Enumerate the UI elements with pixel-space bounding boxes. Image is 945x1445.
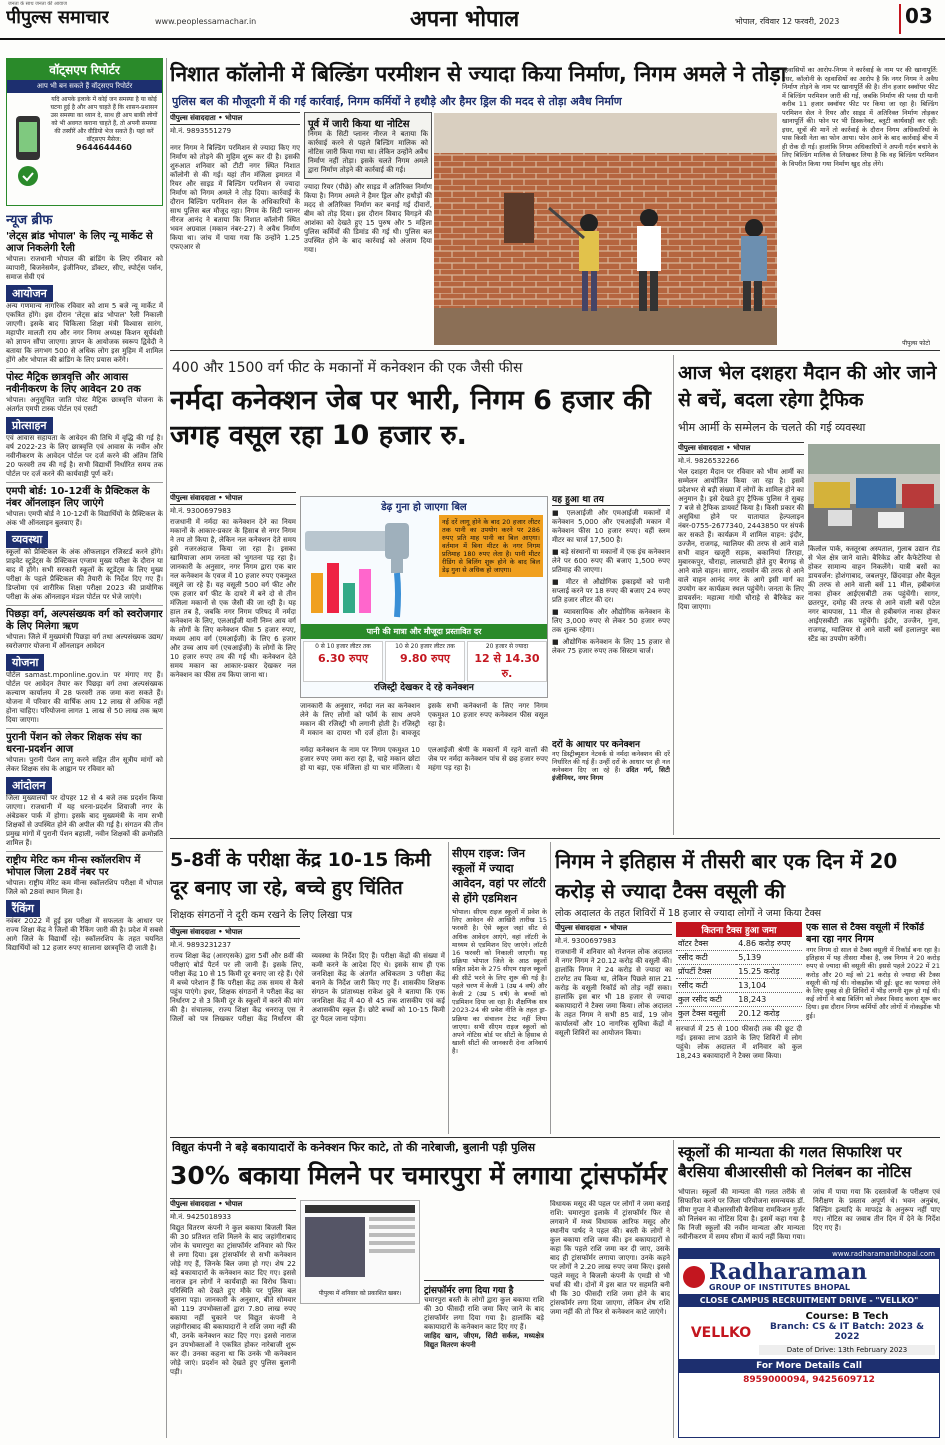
table-row: कुल रसीद कटी 18,243 [676,993,802,1007]
power-body-col3 [424,1200,544,1438]
ad-name: Radharaman [709,1259,868,1285]
top-side-col: पूर्व में जारी किया था नोटिस निगम के सिटी प्लानर नीरज ने बताया कि कार्रवाई करने से पहले बिल्डिंग मालिक को नोटिस जारी किया गया था। लेकिन उन्होंने अवैध निर्माण नहीं तोड़ा। इसके चलते निगम अमले द्वारा निर्माण तोड़ने की कार्रवाई की गई। ज्यादा रियर (पीछे) और साइड में अतिरिक्त निर्माण किया है। निगम अमले ने हैमर ड्रिल और हथौड़ों की मदद से अतिरिक्त निर्माण कर बनाई गई दीवारों, बीम को तोड़ दिया। इस दौरान विवाद विगड़ने की आशंका को देखते हुए 15 पुरुष और 5 महिला पुलिस कर्मियों की डिमांड की गई थी। पुलिस बल उपस्थित होने के बाद कार्रवाई को अंजाम दिया गया। [304,112,432,457]
rate-cell: 0 से 10 हजार लीटर तक 6.30 रुपए [303,641,383,682]
narmada-headline: नर्मदा कनेक्शन जेब पर भारी, निगम 6 हजार की जगह वसूल रहा 10 हजार रु. [170,385,651,451]
byline: पीपुल्स संवाददाता • भोपाल [170,492,296,505]
clipping-caption: पीपुल्स में शनिवार को प्रकाशित खबर। [318,1290,402,1297]
school-headline: स्कूलों की मान्यता की गलत सिफारिश पर बैरसिया बीआरसीसी को निलंबन का नोटिस [678,1143,912,1181]
power-body-col: पीपुल्स संवाददाता • भोपाल मो.नं. 9425018933 विद्युत वितरण कंपनी ने कुल बकाया बिजली बिल की 30 प्रतिशत राशि मिलने के बाद जहांगीराबाद जोन के चमारपुरा का ट्रांसफॉर्मर शनिवार को फिर से लगा दिया। इस ट्रांसफॉर्मर से सभी कनेक्शन जोड़े गए हैं, जिनके बिल जमा हो गए। शेष 22 बड़े बकायादारों के कनेक्शन काट दिए गए। इससे नाराज इन लोगों ने कार्यवाही का विरोध किया। परिस्थिति को देखते हुए मौके पर पुलिस बल बुलाना पड़ा। जानकारी के अनुसार, बीते सोमवार को 119 उपभोक्ताओं द्वारा 7.80 लाख रुपए बकाया नहीं चुकाने पर विद्युत कंपनी ने जहांगीराबाद की बकायादारों ने राशि जमा नहीं की थी, उनके कनेक्शन काट दिए गए। इससे नाराज इन उपभोक्ताओं ने एकत्रित होकर नारेबाजी शुरू कर दी। उनका कहना था कि उनके भी कनेक्शन जोड़े जाएं। प्रदर्शन को देखते हुए पुलिस बुलानी पड़ी। [170,1200,296,1376]
brief-tag: योजना [6,654,44,671]
whatsapp-phone-icon [10,96,46,202]
byline: पीपुल्स संवाददाता • भोपाल [555,922,672,935]
top-body-col: पीपुल्स संवाददाता • भोपाल मो.नं. 9893551279 नगर निगम ने बिल्डिंग परमिशन से ज्यादा किए गए निर्माण को तोड़ने की मुहिम शुरू कर दी है। इसकी शुरुआत शनिवार को टीटी नगर स्थित निशात कॉलोनी से की गई। यहां तीन मंजिला इमारत में रियर और साइड में बिल्डिंग परमिशन से ज्यादा निर्माण को निगम अमले ने तोड़ दिया। कार्रवाई के दौरान बिल्डिंग परमिशन सेल के अधिकारियों के साथ पुलिस बल मौजूद रहा। निगम के सिटी प्लानर नीरज आनंद ने बताया कि निशात कॉलोनी स्थित भवन अग्रवाल (मकान नंबर-27) ने अवैध निर्माण किया था। जांच में पाया गया कि उन्होंने 1.25 एफएआर से [170,114,300,251]
section-title: अपना भोपाल [410,7,520,32]
ad-phone[interactable]: 8959000094, 9425609712 [743,1375,875,1385]
ad-company: VELLKO [690,1325,752,1341]
byline: पीपुल्स संवाददाता • भोपाल [678,442,804,455]
brief-item: पोस्ट मैट्रिक छात्रवृत्ति और आवास नवीनीकरण के लिए आवेदन 20 तक भोपाल। अनुसूचित जाति पोस्ट मैट्रिक छात्रवृत्ति योजना के अंतर्गत एमपी टास्क पोर्टल एवं एसटी प्रोत्साहन एवं आवास सहायता के आवेदन की तिथि में वृद्धि की गई है। वर्ष 2022-23 के लिए छात्रवृत्ति एवं आवास के नवीन और नवीनीकरण के आवेदन पोर्टल पर दर्ज करने की अंतिम तिथि 20 फरवरी तय की गई है। सभी विद्यार्थी निर्धारित समय तक पोर्टल पर दर्ज करने की कार्यवाही पूर्ण करें। [6,372,163,478]
website: www.peoplessamachar.in [155,17,257,26]
ad-logo-icon [683,1266,705,1288]
whatsapp-subtitle: आप भी बन सकते हैं वॉट्सएप रिपोर्टर [7,80,162,93]
bhel-body-col: पीपुल्स संवाददाता • भोपाल मो.नं. 9826532266 भेल दशहरा मैदान पर रविवार को भीम आर्मी का सम्मेलन आयोजित किया जा रहा है। इसमें प्रदेशभर से बड़ी संख्या में लोगों के शामिल होने का अनुमान है। इसे देखते हुए ट्रैफिक पुलिस ने सुबह 7 बजे से ट्रैफिक डायवर्ट किया है। किसी प्रकार की असुविधा होने पर यातायात हेल्पलाइन नंबर-0755-2677340, 2443850 पर संपर्क कर सकते हैं। कार्यक्रम में शामिल वाहन: इंदौर, उज्जैन, राजगढ़, ग्वालियर की तरफ से आने वाले सभी वाहन खजूरी सड़क, बकानियां तिराहा, मुबारकपुर, चौराहा, लालघाटी होते हुए बैरागढ़ से आने वाले वाहन। सागर, रायसेन की तरफ से आने वाले वाहन आनंद नगर के आगे इसी मार्ग का उपयोग कर कार्यक्रम स्थल पहुंचेंगे। जनता के लिए डायवर्सन: महात्मा गांधी चौराहे से बैरिकेड कर दिया जाएगा। [678,444,804,611]
masthead [0,0,945,40]
tax-table [676,937,802,1021]
bhel-body-col2: किलोल पार्क, कस्तूरबा अस्पताल, गुलाब उद्यान रोड से भेल क्षेत्र जाने वाले। बैरिकेड और कैफेटेरिया से होकर सामान्य वाहन निकलेंगे। यात्री बसों का डायवर्जन: होशंगाबाद, जबलपुर, छिंदवाड़ा और बैतूल की तरफ से आने वाली बसें 11 मील, हबीबगंज नाका होकर आईएसबीटी तक पहुंचेंगी। सागर, छतरपुर, दमोह की तरफ से आने वाली बसें पटेल नगर बायपास, 11 मील से हबीबगंज नाका होकर आईएसबीटी तक पहुंचेंगी। इंदौर, उज्जैन, गुना, राजगढ़, ग्वालियर से आने वाली बसें हलालपुर बस स्टैंड का उपयोग करेंगी। [808,545,940,643]
brief-tag: रैंकिंग [6,900,40,917]
top-body-col2 [304,300,432,360]
demolition-photo [434,113,777,345]
logo-tagline: जनता के साथ जनता की आवाज [8,1,67,7]
exam-headline: 5-8वीं के परीक्षा केंद्र 10-15 किमी दूर बनाए जा रहे, बच्चे हुए चिंतित [170,849,431,899]
whatsapp-body: यदि आपके इलाके में कोई जन समस्या है या कोई घटना हुई है और आप चाहते हैं कि शासन-प्रशासन उस समस्या का ध्यान दे, साथ ही आप बाकी लोगों को भी अवगत कराना चाहते हैं, तो अपनी समस्या की तस्वीरें और वीडियो भेज सकते हैं। यहां करें वॉट्सएप मैसेज: 9644644460 [50,96,158,152]
mobile-number: मो.नं. 9893551279 [170,127,232,135]
brief-tag: आयोजन [6,285,53,302]
rates-title: पानी की मात्रा और मौजूदा प्रस्तावित दर [301,624,547,639]
whatsapp-reporter-box [6,58,163,206]
tap-icon [305,513,435,621]
news-brief-heading: न्यूज ब्रीफ [6,213,53,228]
tax-side: एक साल से टैक्स वसूली में रिकॉर्ड बना रहा नगर निगम नगर निगम दो साल से टैक्स वसूली में रिकॉर्ड बना रहा है। इतिहास में यह तीसरा मौका है, जब निगम ने 20 करोड़ रुपए से ज्यादा की वसूली की। इससे पहले 2022 में 21 करोड़ और 20 मई को 21 करोड़ से ज्यादा की टैक्स वसूली की गई थी। नोकझोंक भी हुई: छूट का फायदा लेने के लिए सुबह से ही शिविरों में भीड़ लगनी शुरू हो गई थी। कई लोगों ने बाद्य बिलिंग को लेकर विवाद करना शुरू कर दिया। इस दौरान निगम कर्मियों और लोगों में नोकझोंक भी हुई। [806,922,940,1020]
bhel-subhead: भीम आर्मी के सम्मेलन के चलते की गई व्यवस्था [678,421,866,434]
ad-contact: For More Details Call [679,1359,939,1373]
narmada-kicker: 400 और 1500 वर्ग फीट के मकानों में कनेक्शन की एक जैसी फीस [172,360,523,376]
list-item: ■ औद्योगिक कनेक्शन के लिए 15 हजार से लेकर 75 हजार रुपए तक सिस्टम चार्ज। [552,638,670,655]
power-body-col2 [300,1308,420,1438]
byline: पीपुल्स संवाददाता • भोपाल [170,926,300,939]
list-item: ■ मीटर से औद्योगिक इकाइयों को पानी सप्लाई करने पर 18 रुपए की बजाए 24 रुपए प्रति हजार लीटर की दर। [552,578,670,604]
cm-rise-headline: सीएम राइज: जिन स्कूलों में ज्यादा आवेदन, वहां पर लॉटरी से होंगे एडमिशन [452,847,546,905]
brief-item: राष्ट्रीय मेरिट कम मीन्स स्कॉलरशिप में भोपाल जिला 28वें नंबर पर भोपाल। राष्ट्रीय मेरिट कम मीन्स स्कॉलरशिप परीक्षा में भोपाल जिले को 28वां स्थान मिला है। रैंकिंग नवंबर 2022 में हुई इस परीक्षा में सफलता के आधार पर राज्य शिक्षा केंद्र ने जिलों की रैंकिंग जारी की है। प्रदेश में सबसे आगे जिले के विद्यार्थी रहे। स्कॉलरशिप के तहत चयनित विद्यार्थियों को 12 हजार रुपए सालाना छात्रवृत्ति दी जाती है। [6,855,163,952]
brief-item: पुरानी पेंशन को लेकर शिक्षक संघ का धरना-प्रदर्शन आज भोपाल। पुरानी पेंशन लागू करने सहित तीन सूत्रीय मांगों को लेकर शिक्षक संघ के आह्वान पर रविवार को आंदोलन जिला मुख्यालयों पर दोपहर 12 से 4 बजे तक प्रदर्शन किया जाएगा। राजधानी में यह धरना-प्रदर्शन शिवाजी नगर के अंबेडकर पार्क में होगा। इसके बाद मुख्यमंत्री के नाम सभी शिक्षकों से उपस्थित होने की अपील की गई है। संगठन की तीन प्रमुख मांगों में पुरानी पेंशन बहाली, नवीन शिक्षकों की क्रमोन्नति शामिल हैं। [6,732,163,847]
rates-row [303,641,547,682]
ad-group: GROUP OF INSTITUTES BHOPAL [709,1283,851,1292]
brief-tag: व्यवस्था [6,531,48,548]
list-item: ■ व्यावसायिक और औद्योगिक कनेक्शन के लिए 3,000 रुपए से लेकर 50 हजार रुपए तक शुल्क रहेगा। [552,608,670,634]
whatsapp-title: वॉट्सएप रिपोर्टर [7,59,162,80]
power-kicker: विद्युत कंपनी ने बड़े बकायादारों के कनेक्शन फिर काटे, तो की नारेबाजी, बुलानी पड़ी पुलिस [172,1141,536,1154]
ad-course: Course: B Tech [805,1311,889,1322]
ad-date: Date of Drive: 13th February 2023 [759,1345,935,1355]
infographic-title: डेढ़ गुना हो जाएगा बिल [381,502,467,513]
top-side-text: रहवासियों का आरोप-निगम ने कार्रवाई के नाम पर की खानापूर्ति: इधर, कॉलोनी के रहवासियों का आरोप है कि नगर निगम ने अवैध निर्माण तोड़ने के नाम पर खानापूर्ति की है। तीन हजार स्क्वॉयर फीट में बिल्डिंग परमिशन जारी की गई, जबकि निर्माण की प्लस ग्री यानी करीब 11 हजार स्क्वॉयर फीट पर किया जा रहा है। बिल्डिंग परमिशन सेल ने रियर और साइड में अतिरिक्त निर्माण तोड़कर खानापूर्ति की। फोन पर भी डिस्कनेक्ट, ब्लूटी कार्यवाही कर रही: इधर, सूत्रों की मानें तो कार्रवाई के दौरान निगम अधिकारियों के पास किसी नेता का फोन आया। फोन आने के बाद कार्रवाई बीच में ही रोक दी गई। हालांकि निगम अधिकारियों ने अपनी गर्दन बचाने के लिए बिल्डिंग मालिक से लिखकर लिया है कि वह बिल्डिंग परमिशन के विपरीत किया गया निर्माण खुद तोड़ लेंगे। [782,66,938,168]
table-row: रसीद कटी 5,139 [676,951,802,965]
ad-drive: CLOSE CAMPUS RECRUITMENT DRIVE - "VELLKO" [679,1294,939,1307]
tax-table-box: कितना टैक्स हुआ जमा वॉटर टैक्स 4.86 करोड़ रुपए रसीद कटी 5,139 प्रॉपर्टी टैक्स 15.25 करोड़ रसीद कटी 13,104 कुल रसीद कटी 18,243 कुल टैक्स वसूली 20.12 करोड़ सरचार्ज में 25 से 100 फीसदी तक की छूट दी गई। इसका लाभ उठाने के लिए शिविरों में लोग पहुंचे। लोक अदालत में शनिवार को कुल 18,243 बकायादारों ने टैक्स जमा किया। [676,922,802,1134]
byline: पीपुल्स संवाददाता • भोपाल [170,1198,296,1211]
narmada-body-col-b [170,746,296,782]
bhel-headline: आज भेल दशहरा मैदान की ओर जाने से बचें, बदला रहेगा ट्रैफिक [678,362,937,411]
top-headline: निशात कॉलोनी में बिल्डिंग परमीशन से ज्यादा किया निर्माण, निगम अमले ने तोड़ा [170,62,787,86]
brief-item: 'लेट्स ब्रांड भोपाल' के लिए न्यू मार्केट से आज निकलेगी रैली भोपाल। राजधानी भोपाल की ब्रांडिंग के लिए रविवार को व्यापारी, बिजनेसमैन, इंजीनियर, डॉक्टर, सीए, स्पोर्ट्स पर्सन, समाज सेवी एवं आयोजन अन्य गणमान्य नागरिक रविवार को शाम 5 बजे न्यू मार्केट में एकत्रित होंगे। इस दौरान 'लेट्स ब्रांड भोपाल' रैली निकाली जाएगी। इसके बाद चिकित्सा शिक्षा मंत्री विश्वास सारंग, महापौर मालती राय और नगर निगम अध्यक्ष किशन सूर्यवंशी को ज्ञापन सौंपा जाएगा। ज्ञापन के आयोजक स्वरूप द्विवेदी ने बताया कि लगभग 500 से अधिक लोग इस मुहिम में शामिल होंगे और भोपाल की ब्रांडिंग के लिए प्रयास करेंगे। [6,231,163,364]
whatsapp-phone[interactable]: 9644644460 [76,143,132,152]
infographic-text: नई दरें लागू होने के बाद 20 हजार लीटर तक पानी का उपयोग करने पर 286 रुपए प्रति माह पानी का बिल आएगा। वर्तमान में बिना मीटर के नगर निगम प्रतिमाह 180 रुपए लेता है। पानी मीटर रीडिंग से बिलिंग शुरू होने के बाद बिल डेढ़ गुना से अधिक हो जाएगा। [439,515,543,577]
narmada-bottom: नर्मदा कनेक्शन के नाम पर निगम एकमुश्त 10 हजार रुपए जमा करा रहा है, चाहे मकान छोटा हो या बड़ा, एक मंजिला हो या चार मंजिला। ये एलआईजी श्रेणी के मकानों में रहने वालों की जेब पर नर्मदा कनेक्शन पांच से छह हजार रुपए महंगा पड़ रहा है। [300,746,548,772]
left-column [6,58,163,1438]
power-clipping [300,1200,420,1304]
rate-cell: 20 हजार से ज्यादा 12 से 14.30 रु. [467,641,547,682]
brief-item: पिछड़ा वर्ग, अल्पसंख्यक वर्ग को स्वरोजगार के लिए मिलेगा ऋण भोपाल। जिले में मुख्यमंत्री पिछड़ा वर्ग तथा अल्पसंख्यक उद्यम/स्वरोजगार योजना में ऑनलाइन आवेदन योजना पोर्टल samast.mponline.gov.in पर मंगाए गए हैं। पोर्टल पर आवेदन तैयार कर पिछड़ा वर्ग तथा अल्पसंख्यक कल्याण कार्यालय में 28 फरवरी तक जमा करा सकते हैं। योजना में परिवार की वार्षिक आय 12 लाख से अधिक नहीं होना चाहिए। परियोजना लागत 1 लाख से 50 लाख तक ऋण दिया जाएगा। [6,609,163,724]
power-headline: 30% बकाया मिलने पर चमारपुरा में लगाया ट्रांसफॉर्मर [170,1161,668,1190]
narmada-body-col: पीपुल्स संवाददाता • भोपाल मो.नं. 9300697983 राजधानी में नर्मदा का कनेक्शन देने का नियम मकानों के आकार-प्रकार के हिसाब से नगर निगम ने तय तो किया है, लेकिन नल कनेक्शन देते समय इसे नजरअंदाज किया जा रहा है। इसका खामियाजा आम जनता को भुगतना पड़ रहा है। जानकारी के अनुसार, नगर निगम द्वारा एक बार नल कनेक्शन के एवज में 10 हजार रुपए एकमुश्त वसूले जा रहे हैं। यह वसूली 500 वर्ग फीट और एक हजार वर्ग फीट के दायरे में बने दो से तीन मंजिला मकानों से एक जैसी की जा रही है। यह हाल तब है, जबकि नगर निगम परिषद में नर्मदा कनेक्शन के लिए, एलआईजी यानी निम्न आय वर्ग के लोगों के लिए कनेक्शन फीस 5 हजार रुपए, मध्यम आय वर्ग (एमआईजी) के लिए 6 हजार और उच्च आय वर्ग (एचआईजी) के लोगों के लिए 10 हजार रुपए तय की गई थी। कनेक्शन देते समय मकान का आकार-प्रकार देखकर नल कनेक्शन का फीस तय किया जाना था। [170,494,296,679]
exam-body: पीपुल्स संवाददाता • भोपाल मो.नं. 9893231237 राज्य शिक्षा केंद्र (आरएसके) द्वारा 5वीं और 8वीं की परीक्षाएं बोर्ड पैटर्न पर ली जानी हैं। इसके लिए, परीक्षा केंद्र 10 से 15 किमी दूर बनाए जा रहे हैं। ऐसे में बच्चे परेशान हैं कि परीक्षा केंद्र तक समय से कैसे पहुंच पाएंगे। इधर, शिक्षक संगठनों ने परीक्षा केंद्र का निर्धारण 2 से 3 किमी दूर के स्कूलों में करने की मांग की है। संचालक, राज्य शिक्षा केंद्र धनराजू एस ने जिलों को पत्र लिखकर परीक्षा केंद्र निर्धारण की व्यवस्था के निर्देश दिए हैं। परीक्षा केंद्रों की संख्या में कमी करने के आदेश दिए थे। इसके साथ ही एक जनशिक्षा केंद्र के अंतर्गत अधिकतम 3 परीक्षा केंद्र बनाने के निर्देश जारी किए गए हैं। शासकीय शिक्षक संगठन के प्रांताध्यक्ष राकेश दुबे ने बताया कि एक जनशिक्षा केंद्र में 40 से 45 तक शासकीय एवं कई अशासकीय स्कूल हैं। छोटे बच्चों को 10-15 किमी दूर पैदल जाना पड़ेगा। [170,928,445,1023]
tax-table-title: कितना टैक्स हुआ जमा [676,922,802,937]
school-body: भोपाल। स्कूलों की मान्यता की गलत तरीके से सिफारिश करने पर जिला परियोजना समन्वयक डॉ. सीमा गुप्ता ने बीआरसीसी बैरसिया रामकिशन गुर्जर को निलंबन का नोटिस दिया है। इसमें कहा गया है कि निजी स्कूलों की नवीन मान्यता और मान्यता नवीनीकरण में समय सीमा में कार्य नहीं किया गया। जांच में पाया गया कि दस्तावेजों के परीक्षण एवं निरीक्षण के प्रस्ताव अपूर्ण थे। भवन अनुबंध, बिल्डिंग इत्यादि के मापदंड के अनुरूप नहीं पाए गए। नोटिस का जवाब तीन दिन में देने के निर्देश दिए गए हैं। [678,1188,940,1241]
radharaman-ad [678,1248,940,1438]
table-row: प्रॉपर्टी टैक्स 15.25 करोड़ [676,965,802,979]
logo: पीपुल्स समाचार [6,7,109,28]
list-item: ■ बड़े संस्थानों या मकानों में एक इंच कनेक्शन लेने पर 600 रुपए की बजाए 1,500 रुपए प्रतिमाह की जाएगा। [552,548,670,574]
exam-subhead: शिक्षक संगठनों ने दूरी कम रखने के लिए लिखा पत्र [170,910,353,921]
registry-body: जानकारी के अनुसार, नर्मदा नल का कनेक्शन लेने के लिए लोगों को फॉर्म के साथ अपने मकान की रजिस्ट्री भी लगानी होती है। रजिस्ट्री में मकान का दायरा भी दर्ज होता है। बावजूद इसके सभी कनेक्शनों के लिए नगर निगम एकमुश्त 10 हजार रुपए कनेक्शन फीस वसूल रहा है। [300,702,548,737]
traffic-photo [808,444,940,541]
byline: पीपुल्स संवाददाता • भोपाल [170,112,300,125]
cm-rise-body: भोपाल। सीएम राइज स्कूलों में प्रवेश के लिए आवेदन की आखिरी तारीख 15 फरवरी है। ऐसे स्कूल जहां सीट से अधिक आवेदन आएंगे, वहां लॉटरी के माध्यम से एडमिशन दिए जाएंगे। लॉटरी 16 फरवरी को निकाली जाएगी। यह प्रक्रिया भोपाल जिले के आठ स्कूलों सहित प्रदेश के 275 सीएम राइज स्कूलों की सीटें भरने के लिए शुरू की गई है। पहले चरण में केजी 1 (उम्र 4 वर्ष) और केजी 2 (उम्र 5 वर्ष) के बच्चों को एडमिशन दिया जा रहा है। शैक्षणिक सत्र 2023-24 की प्रवेश नीति के तहत ड्रा-प्रक्रिया का संचालन टेस्ट नहीं लिया जाएगा। सभी सीएम राइज स्कूलों को अपने नोटिस बोर्ड पर सीटों के हिसाब से खाली सीटों की जानकारी देना अनिवार्य है। [452,908,547,1056]
brief-item: एमपी बोर्ड: 10-12वीं के प्रैक्टिकल के नंबर ऑनलाइन लिए जाएंगे भोपाल। एमपी बोर्ड ने 10-12वीं के विद्यार्थियों के प्रैक्टिकल के अंक भी ऑनलाइन बुलवाए हैं। व्यवस्था स्कूलों को प्रैक्टिकल के अंक ऑफलाइन रजिस्टर्ड करने होंगे। प्राइवेट स्टूडेंट्स के प्रैक्टिकल एग्जाम मुख्य परीक्षा के दौरान या बाद में होंगे। सभी सरकारी स्कूलों के स्टूडेंट्स के लिए मुख्य परीक्षा के पहले प्रैक्टिकल की तैयारी के निर्देश दिए गए हैं। डिप्लोमा एवं शारीरिक शिक्षा परीक्षा 2023 की प्रायोगिक परीक्षा के अंक ऑनलाइन मंडल पोर्टल पर भेजे जाएंगे। [6,486,163,601]
top-subhead: पुलिस बल की मौजूदगी में की गई कार्रवाई, निगम कर्मियों ने हथौड़े और हैमर ड्रिल की मदद से तोड़ा अवैध निर्माण [172,95,622,108]
ad-url[interactable]: www.radharamanbhopal.com [679,1249,939,1259]
photo-credit: पीपुल्स फोटो [902,340,930,347]
tax-headline: निगम ने इतिहास में तीसरी बार एक दिन में 20 करोड़ से ज्यादा टैक्स वसूली की [555,849,898,903]
power-col4: विधायक मसूद की पहल पर लोगों ने जमा कराई राशि: चमारपुरा इलाके में ट्रांसफॉर्मर फिर से लगवाने में मध्य विधायक आरिफ मसूद और स्थानीय पार्षद ने पहल की। बस्ती के लोगों ने कुल बकाया राशि जमा की। इन बकायादारों से कहा कि पहले राशि जमा कर दी जाए, उसके बाद ही ट्रांसफॉर्मर लगाया जाएगा। उनके कहने पर लोगों ने 2.20 लाख रुपए जमा किए। इससे पहले मसूद ने बिजली कंपनी के एमडी से भी चर्चा की थी। दोनों में इस बात पर सहमति बनी थी कि 30 फीसदी राशि जमा होने के बाद ट्रांसफॉर्मर लगा दिया जाएगा, लेकिन शेष राशि जमा नहीं की तो फिर से कनेक्शन काटे जाएंगे। [550,1200,670,1316]
tax-subhead: लोक अदालत के तहत शिविरों में 18 हजार से ज्यादा लोगों ने जमा किया टैक्स [555,908,822,919]
brief-tag: आंदोलन [6,777,52,794]
water-infographic [300,496,548,698]
brief-tag: प्रोत्साहन [6,417,53,434]
notice-box: पूर्व में जारी किया था नोटिस निगम के सिटी प्लानर नीरज ने बताया कि कार्रवाई करने से पहले बिल्डिंग मालिक को नोटिस जारी किया गया था। लेकिन उन्होंने अवैध निर्माण नहीं तोड़ा। इसके चलते निगम अमले द्वारा निर्माण तोड़ने की कार्रवाई की गई। [304,112,432,179]
ad-branch: Branch: CS & IT Batch: 2023 & 2022 [770,1322,924,1342]
table-row: वॉटर टैक्स 4.86 करोड़ रुपए [676,937,802,951]
dateline: भोपाल, रविवार 12 फरवरी, 2023 [735,17,840,26]
transformer-box: ट्रांसफॉर्मर लगा दिया गया है चमारपुरा बस्ती के लोगों द्वारा कुल बकाया राशि की 30 फीसदी राशि जमा किए जाने के बाद ट्रांसफॉर्मर लगा दिया गया है। हालांकि बड़े बकायादारों के कनेक्शन काट दिए गए हैं। जाहिद खान, जीएम, सिटी सर्कल, मध्यक्षेत्र विद्युत वितरण कंपनी [424,1280,544,1350]
tax-body-col: पीपुल्स संवाददाता • भोपाल मो.नं. 9300697983 राजधानी में शनिवार को नेशनल लोक अदालत में नगर निगम ने 20.12 करोड़ की वसूली की। हालांकि निगम ने 24 करोड़ से ज्यादा का टारगेट तय किया था, लेकिन पिछले साल 21 करोड़ के वसूली रिकॉर्ड को तोड़ नहीं सका। हालांकि इस बार भी 18 हजार से ज्यादा बकायादारों ने टैक्स जमा किया। लोक अदालत के तहत निगम ने सभी 85 वार्ड, 19 जोन कार्यालयों और 10 नागरिक सुविधा केंद्रों में वसूली शिविरों का आयोजन किया। [555,924,672,1037]
rate-cell: 10 से 20 हजार लीटर तक 9.80 रुपए [385,641,465,682]
table-row: रसीद कटी 13,104 [676,979,802,993]
list-item: ■ एलआईजी और एमआईजी मकानों में कनेक्शन 5,000 और एचआईजी मकान में कनेक्शन फीस 10 हजार रुपए। वहीं स्लम मीटर का चार्ज 17,500 है। [552,509,670,544]
narmada-quote: दरों के आधार पर कनेक्शन नए डिस्ट्रीब्यूशन नेटवर्क से नर्मदा कनेक्शन की दरें निर्धारित की गई हैं। उन्हीं दरों के आधार पर ही नल कनेक्शन दिए जा रहे हैं। उदित गर्ग, सिटी इंजीनियर, नगर निगम [552,740,670,782]
page-number: 03 [899,4,939,34]
table-row: कुल टैक्स वसूली 20.12 करोड़ [676,1007,802,1021]
registry-title: रजिस्ट्री देखकर दे रहे कनेक्शन [374,683,474,693]
narmada-side: यह हुआ था तय ■ एलआईजी और एमआईजी मकानों में कनेक्शन 5,000 और एचआईजी मकान में कनेक्शन फीस 10 हजार रुपए। वहीं स्लम मीटर का चार्ज 17,500 है। ■ बड़े संस्थानों या मकानों में एक इंच कनेक्शन लेने पर 600 रुपए की बजाए 1,500 रुपए प्रतिमाह की जाएगा। ■ मीटर से औद्योगिक इकाइयों को पानी सप्लाई करने पर 18 रुपए की बजाए 24 रुपए प्रति हजार लीटर की दर। ■ व्यावसायिक और औद्योगिक कनेक्शन के लिए 3,000 रुपए से लेकर 50 हजार रुपए तक शुल्क रहेगा। ■ औद्योगिक कनेक्शन के लिए 15 हजार से लेकर 75 हजार रुपए तक सिस्टम चार्ज। [552,492,670,732]
